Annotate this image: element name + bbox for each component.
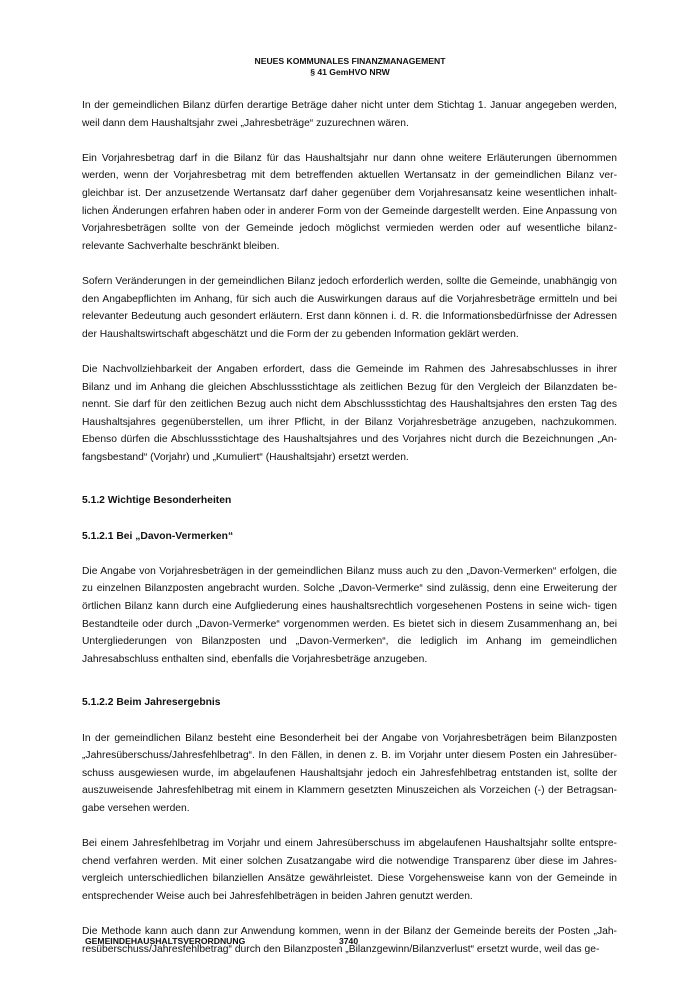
- subsection-heading: 5.1.2.1 Bei „Davon-Vermerken“: [82, 530, 234, 542]
- section-heading: 5.1.2 Wichtige Besonderheiten: [82, 495, 232, 507]
- text-line: entsprechender Weise auch bei Jahresfehlbeträgen in beiden Jahren genutzt werden.: [82, 890, 473, 902]
- text-line: von den Angabepflichten im Anhang, für sich auch die Auswirkungen daraus auf die Vorjahresbeträge ermitteln: [82, 275, 617, 305]
- paragraph: [82, 730, 617, 818]
- text-line: chend verfahren werden. Mit einer solchen Zusatzangabe wird die notwendige Transparenz über diese im Jahres-: [82, 855, 617, 867]
- page-footer: [85, 936, 359, 947]
- text-line: Ebenso dürfen die Abschlussstichtage des Haushaltsjahres und des Vorjahres nicht durch die Bezeichnungen „An-: [82, 434, 617, 446]
- subsection-heading: 5.1.2.2 Beim Jahresergebnis: [82, 697, 221, 709]
- text-line: Haushaltsjahres gegenüberstellen, um ihrer Pflicht, in der Bilanz Vorjahresbeträge anzugeben, nachzukommen.: [82, 416, 617, 428]
- text-line: weil dann dem Haushaltsjahr zwei „Jahresbeträge“ zuzurechnen wären.: [82, 117, 409, 129]
- text-line: Adressen der Haushaltswirtschaft abgeschätzt und die Form der zu gebenden Information geklärt werden.: [82, 311, 617, 340]
- text-line: vergleich unterschiedlichen bilanziellen Ansätze gewährleistet. Diese Vorgehensweise kann von der Gemeinde in: [82, 873, 617, 885]
- text-line: tigen Bestandteile oder durch „Davon-Vermerke“ vorgenommen werden. Es bietet sich in diesem Zusammenhang: [82, 601, 617, 630]
- text-line: gleichbar ist. Der anzusetzende Wertansatz darf daher gegenüber dem Vorjahresansatz keine wesentlichen inhalt-: [82, 187, 617, 199]
- text-line: und bei relevanter Bedeutung auch gesondert erläutern. Erst dann können i. d. R. die Informationsbedürfnisse der: [82, 293, 617, 323]
- text-line: resüberschuss/Jahresfehlbetrag“ durch den Bilanzposten „Bilanzgewinn/Bilanzverlust“ ersetzt wurde, weil das ge-: [82, 943, 600, 955]
- paragraph: [82, 150, 617, 256]
- text-line: Bei einem Jahresfehlbetrag im Vorjahr und einem Jahresüberschuss im abgelaufenen Haushaltsjahr sollte entspre-: [82, 838, 617, 850]
- text-line: lichen Änderungen erfahren haben oder in anderer Form von der Gemeinde dargestellt werden. Eine Anpassung: [82, 205, 598, 217]
- paragraph: [82, 361, 617, 467]
- text-line: schuss ausgewiesen wurde, im abgelaufenen Haushaltsjahr jedoch ein Jahresfehlbetrag entstanden ist, sollte der: [82, 767, 617, 779]
- text-line: In der gemeindlichen Bilanz dürfen derartige Beträge daher nicht unter dem Stichtag 1. Januar angegeben werden,: [82, 100, 617, 111]
- text-line: Bilanz und im Anhang die gleichen Abschlussstichtage als zeitlichen Bezug für den Vergleich der Bilanzdaten be-: [82, 381, 617, 393]
- paragraph: [82, 273, 617, 343]
- text-line: Ein Vorjahresbetrag darf in die Bilanz für das Haushaltsjahr nur dann ohne weitere Erläuterungen übernommen: [82, 152, 617, 164]
- text-line: Sofern Veränderungen in der gemeindlichen Bilanz jedoch erforderlich werden, sollte die Gemeinde, unabhängig: [82, 275, 598, 287]
- footer-title: GEMEINDEHAUSHALTSVERORDNUNG: [85, 936, 246, 946]
- page-header: [0, 56, 700, 77]
- text-line: werden, wenn der Vorjahresbetrag mit dem betreffenden aktuellen Wertansatz in der gemeindlichen Bilanz ver-: [82, 170, 617, 182]
- text-line: In der gemeindlichen Bilanz besteht eine Besonderheit bei der Angabe von Vorjahresbeträgen beim Bilanzposten: [82, 732, 617, 744]
- page-number: 3740: [339, 936, 359, 946]
- header-subtitle: § 41 GemHVO NRW: [310, 66, 390, 77]
- text-line: gabe versehen werden.: [82, 802, 190, 814]
- text-line: die zu einzelnen Bilanzposten angebracht wurden. Solche „Davon-Vermerke“ sind zulässig, denn eine Erweiterung: [82, 565, 617, 595]
- text-line: relevante Sachverhalte beschränkt bleiben.: [82, 240, 280, 252]
- header-title: NEUES KOMMUNALES FINANZMANAGEMENT: [254, 56, 446, 66]
- text-line: „Jahresüberschuss/Jahresfehlbetrag“. In den Fällen, in denen z. B. im Vorjahr unter diesem Posten ein Jahresüber-: [82, 750, 617, 762]
- text-line: Jahresabschluss enthalten sind, ebenfalls die Vorjahresbeträge anzugeben.: [82, 653, 428, 665]
- text-line: fangsbestand“ (Vorjahr) und „Kumuliert“ (Haushaltsjahr) ersetzt werden.: [82, 451, 409, 463]
- text-line: auszuweisende Jahresfehlbetrag mit einem in Klammern gesetzten Minuszeichen als Vorzeichen (-) der Betragsan-: [82, 785, 617, 797]
- text-line: nennt. Sie darf für den zeitlichen Bezug auch nicht dem Abschlussstichtag des Haushaltsjahres den ersten Tag des: [82, 399, 617, 411]
- document-body: [82, 97, 617, 958]
- text-line: Die Nachvollziehbarkeit der Angaben erfordert, dass die Gemeinde im Rahmen des Jahresabschlusses in ihrer: [82, 363, 617, 375]
- text-line: der örtlichen Bilanz kann durch eine Aufgliederung eines haushaltsrechtlich vorgesehenen Postens in seine wich-: [82, 583, 617, 613]
- text-line: von Vorjahresbeträgen sollte von der Gemeinde jedoch möglichst vermieden werden oder auf wesentliche bilanz-: [82, 205, 617, 235]
- text-line: an, bei Untergliederungen von Bilanzposten und „Davon-Vermerken“, die lediglich im Anhang im gemeindlichen: [82, 618, 617, 648]
- paragraph: [82, 97, 617, 132]
- paragraph: [82, 563, 617, 669]
- text-line: Die Angabe von Vorjahresbeträgen in der gemeindlichen Bilanz muss auch zu den „Davon-Vermerken“ erfolgen,: [82, 565, 600, 577]
- paragraph: [82, 835, 617, 905]
- text-line: Die Methode kann auch dann zur Anwendung kommen, wenn in der Bilanz der Gemeinde bereits der Posten „Jah-: [82, 926, 617, 938]
